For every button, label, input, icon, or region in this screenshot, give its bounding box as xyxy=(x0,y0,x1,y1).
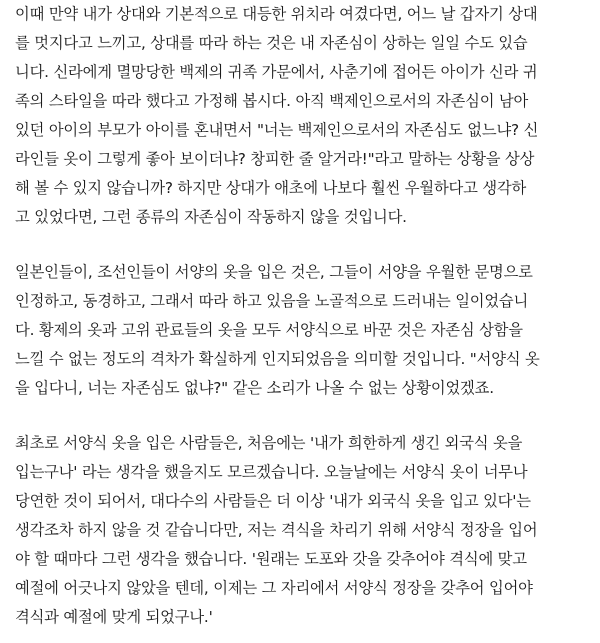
paragraph-line: 니다. 신라에게 멸망당한 백제의 귀족 가문에서, 사춘기에 접어든 아이가 신라 귀 xyxy=(15,63,538,81)
paragraph-line: 예절에 어긋나지 않았을 텐데, 이제는 그 자리에서 서양식 정장을 갖추어 입어야 xyxy=(15,579,533,597)
paragraph-1 xyxy=(15,0,590,232)
paragraph-line: 이때 만약 내가 상대와 기본적으로 대등한 위치라 여겼다면, 어느 날 갑자기 상대 xyxy=(15,5,538,23)
paragraph-line: 일본인들이, 조선인들이 서양의 옷을 입은 것은, 그들이 서양을 우월한 문명으로 xyxy=(15,263,533,281)
paragraph-line: 입는구나' 라는 생각을 했을지도 모르겠습니다. 오늘날에는 서양식 옷이 너무나 xyxy=(15,463,528,481)
paragraph-3 xyxy=(15,429,590,632)
paragraph-line: 인정하고, 동경하고, 그래서 따라 하고 있음을 노골적으로 드러내는 일이었습니 xyxy=(15,292,529,310)
paragraph-line: 고 있었다면, 그런 종류의 자존심이 작동하지 않을 것입니다. xyxy=(15,208,407,226)
paragraph-line: 를 멋지다고 느끼고, 상대를 따라 하는 것은 내 자존심이 상하는 일일 수도 있습 xyxy=(15,34,528,52)
paragraph-line: 족의 스타일을 따라 했다고 가정해 봅시다. 아직 백제인으로서의 자존심이 남아 xyxy=(15,92,529,110)
paragraph-line: 격식과 예절에 맞게 되었구나.' xyxy=(15,608,213,626)
paragraph-line: 당연한 것이 되어서, 대다수의 사람들은 더 이상 '내가 외국식 옷을 입고 있다'는 xyxy=(15,492,531,510)
paragraph-line: 다. 황제의 옷과 고위 관료들의 옷을 모두 서양식으로 바꾼 것은 자존심 상함을 xyxy=(15,321,523,339)
paragraph-line: 라인들 옷이 그렇게 좋아 보이더냐? 창피한 줄 알거라!"라고 말하는 상황을 상상 xyxy=(15,150,535,168)
paragraph-line: 최초로 서양식 옷을 입은 사람들은, 처음에는 '내가 희한하게 생긴 외국식 옷을 xyxy=(15,434,523,452)
paragraph-line: 있던 아이의 부모가 아이를 혼내면서 "너는 백제인으로서의 자존심도 없느냐? 신 xyxy=(15,121,539,139)
paragraph-line: 느낄 수 없는 정도의 격차가 확실하게 인지되었음을 의미할 것입니다. "서양식 옷 xyxy=(15,350,540,368)
paragraph-2 xyxy=(15,258,590,403)
paragraph-line: 야 할 때마다 그런 생각을 했습니다. '원래는 도포와 갓을 갖추어야 격식에 맞고 xyxy=(15,550,527,568)
paragraph-line: 생각조차 하지 않을 것 같습니다만, 저는 격식을 차리기 위해 서양식 정장을 입어 xyxy=(15,521,538,539)
paragraph-line: 해 볼 수 있지 않습니까? 하지만 상대가 애초에 나보다 훨씬 우월하다고 생각하 xyxy=(15,179,527,197)
paragraph-line: 을 입다니, 너는 자존심도 없냐?" 같은 소리가 나올 수 없는 상황이었겠죠. xyxy=(15,379,494,397)
